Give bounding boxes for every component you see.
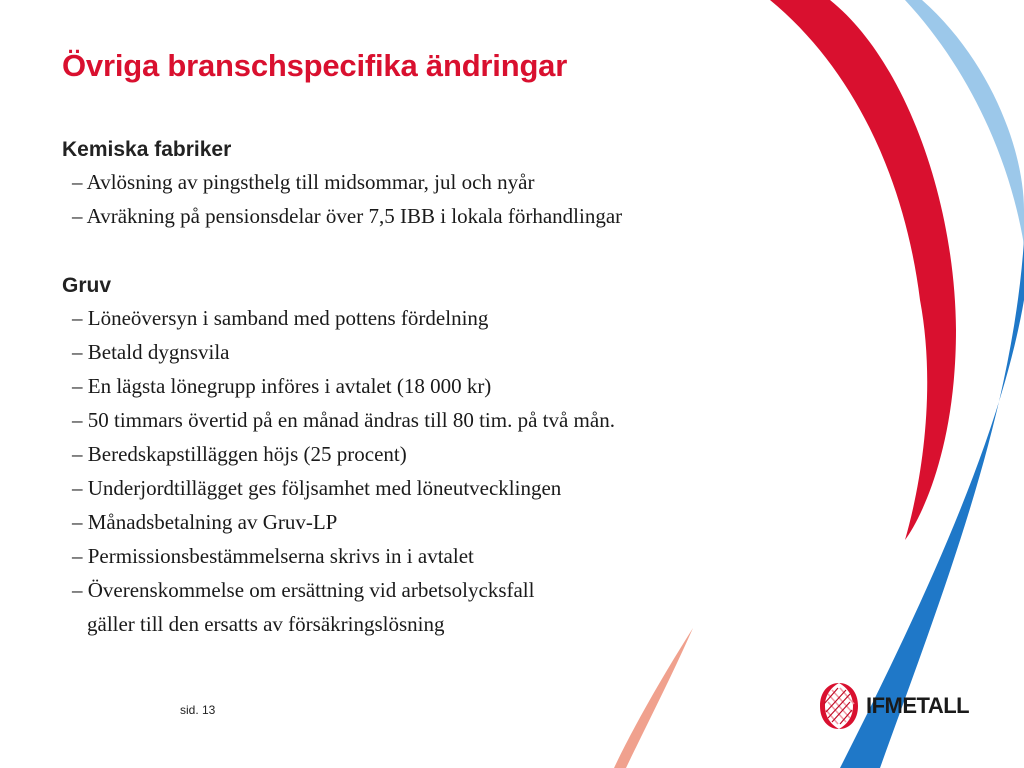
bullet-item: – 50 timmars övertid på en månad ändras till 80 tim. på två mån. bbox=[72, 408, 615, 432]
section-gruv bbox=[62, 271, 615, 641]
if-metall-logo-icon bbox=[816, 680, 862, 732]
bullet-item: – En lägsta lönegrupp införes i avtalet (18 000 kr) bbox=[72, 374, 492, 398]
slide-title: Övriga branschspecifika ändringar bbox=[62, 48, 568, 83]
bullet-item: – Månadsbetalning av Gruv-LP bbox=[72, 510, 338, 534]
bullet-item: – Betald dygnsvila bbox=[72, 340, 230, 364]
logo-text: IFMETALL bbox=[866, 693, 970, 718]
section-heading: Gruv bbox=[62, 274, 112, 297]
section-kemiska-fabriker bbox=[62, 135, 622, 233]
salmon-swoosh bbox=[614, 628, 693, 768]
bullet-list bbox=[62, 301, 615, 641]
bullet-item: – Löneöversyn i samband med pottens fördelning bbox=[72, 306, 489, 330]
bullet-item: – Beredskapstilläggen höjs (25 procent) bbox=[72, 442, 407, 466]
red-swoosh bbox=[770, 0, 956, 540]
page-number: sid. 13 bbox=[180, 703, 216, 717]
bullet-item: – Permissionsbestämmelserna skrivs in i avtalet bbox=[72, 544, 474, 568]
section-heading: Kemiska fabriker bbox=[62, 138, 232, 161]
bullet-item: – Avlösning av pingsthelg till midsommar, jul och nyår bbox=[72, 170, 535, 194]
bullet-item: – Överenskommelse om ersättning vid arbetsolycksfall bbox=[72, 578, 535, 602]
bullet-item-continuation: gäller till den ersatts av försäkringslösning bbox=[87, 612, 445, 636]
bullet-list bbox=[62, 165, 622, 233]
bullet-item: – Avräkning på pensionsdelar över 7,5 IBB i lokala förhandlingar bbox=[72, 204, 623, 228]
if-metall-logo bbox=[816, 680, 986, 732]
bullet-item: – Underjordtillägget ges följsamhet med löneutvecklingen bbox=[72, 476, 562, 500]
